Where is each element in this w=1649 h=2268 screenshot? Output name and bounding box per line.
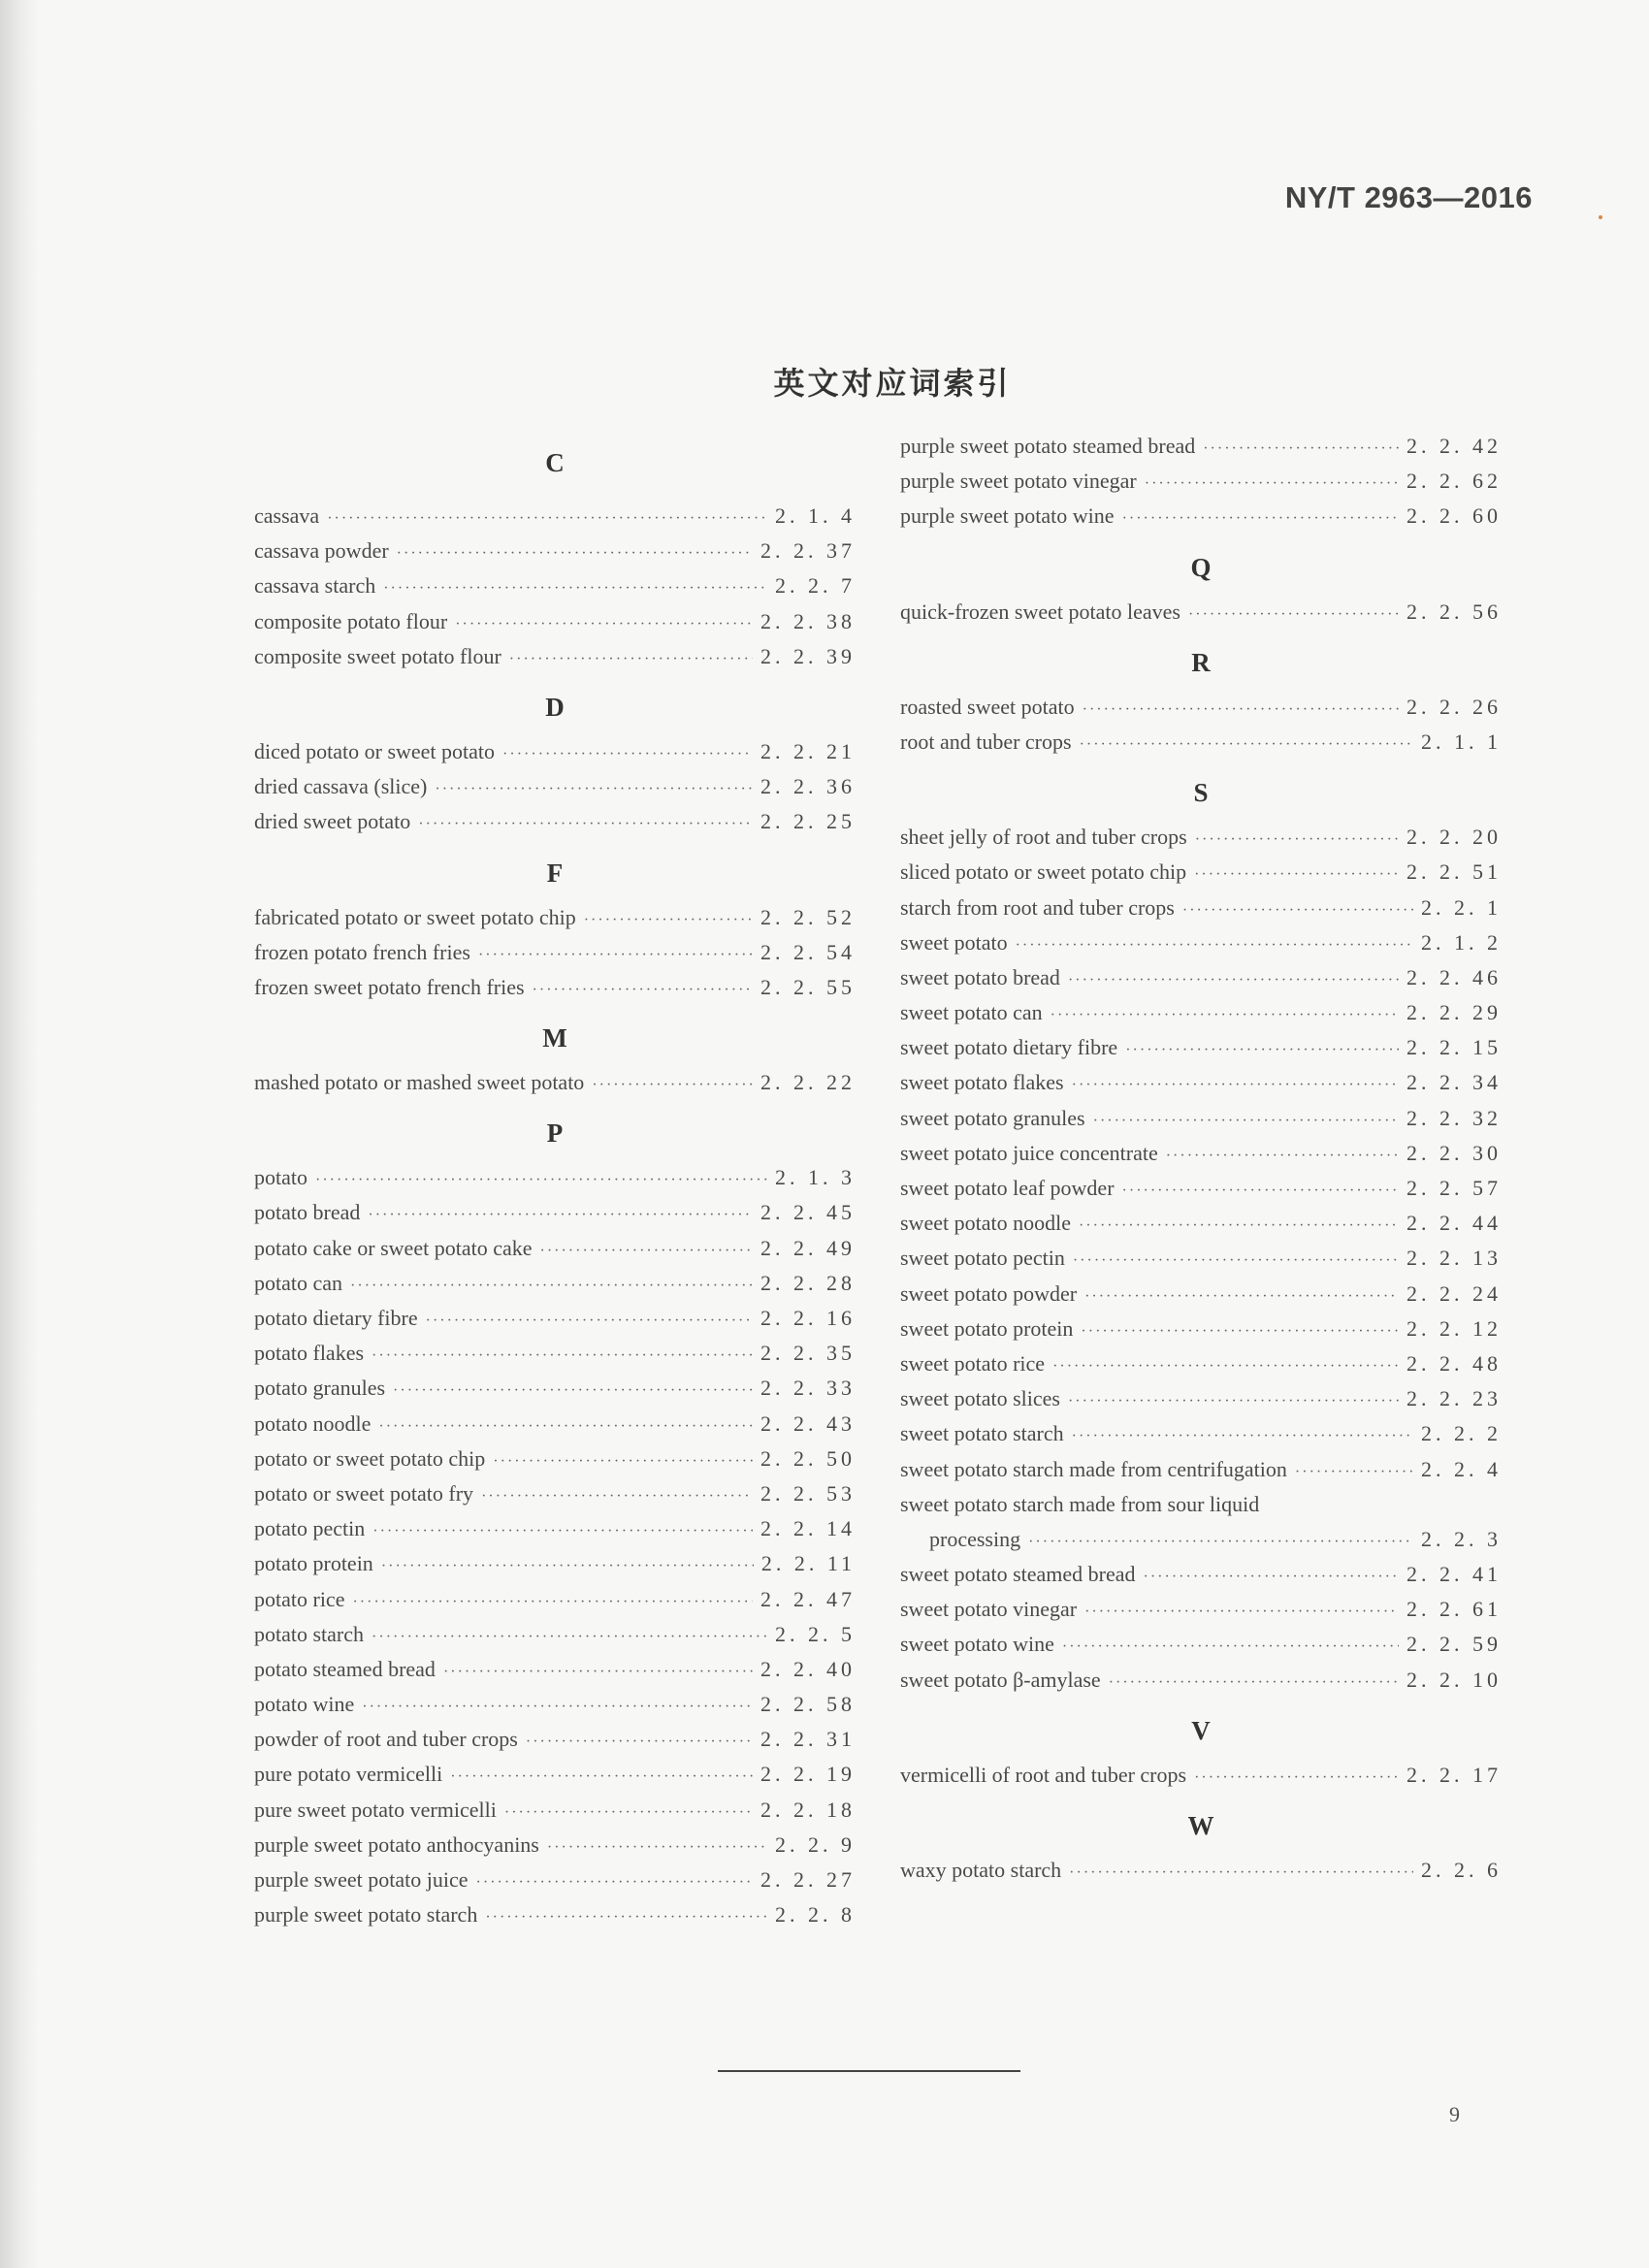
clause-ref: 2. 1. 4 xyxy=(775,503,856,528)
index-entry xyxy=(900,1557,1502,1592)
dot-leader xyxy=(1083,693,1399,728)
dot-leader xyxy=(397,536,753,571)
dot-leader xyxy=(502,737,753,772)
index-term: potato dietary fibre xyxy=(254,1306,418,1330)
index-entry xyxy=(254,1476,856,1511)
index-entry xyxy=(254,1897,856,1932)
dot-leader xyxy=(393,1374,753,1409)
clause-ref: 2. 2. 51 xyxy=(1406,859,1502,885)
index-term: dried cassava (slice) xyxy=(254,774,428,799)
clause-ref: 2. 2. 30 xyxy=(1406,1140,1502,1165)
dot-leader xyxy=(418,807,753,842)
clause-ref: 2. 2. 1 xyxy=(1421,894,1502,920)
clause-ref: 2. 2. 4 xyxy=(1421,1456,1502,1481)
clause-ref: 2. 2. 59 xyxy=(1406,1632,1502,1657)
clause-ref: 2. 2. 9 xyxy=(775,1831,856,1857)
index-term: sweet potato wine xyxy=(900,1632,1054,1657)
index-entry xyxy=(900,1241,1502,1276)
index-entry xyxy=(254,604,856,639)
clause-ref: 2. 1. 1 xyxy=(1421,729,1502,754)
index-term: potato noodle xyxy=(254,1410,372,1436)
index-term: pure potato vermicelli xyxy=(254,1762,443,1787)
index-entry xyxy=(900,1663,1502,1698)
index-entry xyxy=(900,995,1502,1030)
index-entry xyxy=(254,734,856,769)
index-entry xyxy=(254,1582,856,1617)
section-letter: Q xyxy=(1190,552,1212,582)
dot-leader xyxy=(1062,1630,1399,1665)
index-term: potato cake or sweet potato cake xyxy=(254,1235,533,1260)
dot-leader xyxy=(1016,928,1413,963)
index-entry xyxy=(900,1853,1502,1888)
section-letter: V xyxy=(1191,1715,1211,1745)
clause-ref: 2. 2. 16 xyxy=(760,1306,856,1330)
page-edge-shadow xyxy=(0,0,39,2268)
index-term: potato bread xyxy=(254,1200,361,1225)
dot-leader xyxy=(1166,1139,1399,1174)
section-letter: R xyxy=(1191,647,1211,677)
index-column-right xyxy=(900,429,1502,1888)
index-entry xyxy=(900,1452,1502,1487)
index-term: sweet potato pectin xyxy=(900,1246,1065,1271)
dot-leader xyxy=(547,1831,767,1865)
index-entry xyxy=(254,639,856,674)
clause-ref: 2. 2. 36 xyxy=(760,774,856,799)
index-term: powder of root and tuber crops xyxy=(254,1727,518,1752)
dot-leader xyxy=(1122,502,1399,536)
clause-ref: 2. 2. 7 xyxy=(775,573,856,599)
footer-rule xyxy=(718,2070,1020,2072)
index-term: fabricated potato or sweet potato chip xyxy=(254,904,576,929)
index-entry xyxy=(254,1407,856,1442)
dot-leader xyxy=(378,1409,753,1444)
index-entry xyxy=(900,1381,1502,1416)
index-term: sweet potato slices xyxy=(900,1386,1060,1411)
dot-leader xyxy=(1073,1244,1399,1279)
index-term: sweet potato flakes xyxy=(900,1070,1064,1095)
clause-ref: 2. 1. 3 xyxy=(775,1165,856,1190)
section-letter: M xyxy=(542,1023,567,1053)
dot-leader xyxy=(592,1068,753,1103)
dot-leader xyxy=(426,1304,753,1339)
standard-code: NY/T 2963—2016 xyxy=(1284,180,1533,214)
index-entry xyxy=(254,1336,856,1371)
clause-ref: 2. 2. 21 xyxy=(760,738,856,763)
clause-ref: 2. 2. 42 xyxy=(1406,434,1502,458)
index-term: sweet potato β-amylase xyxy=(900,1667,1101,1692)
dot-leader xyxy=(383,571,767,606)
index-entry xyxy=(254,1195,856,1230)
index-entry xyxy=(254,1301,856,1336)
index-term: cassava xyxy=(254,503,320,528)
dot-leader xyxy=(584,903,753,938)
clause-ref: 2. 2. 38 xyxy=(760,608,856,633)
index-entry xyxy=(254,1546,856,1581)
index-entry xyxy=(254,1757,856,1792)
dot-leader xyxy=(526,1725,753,1760)
clause-ref: 2. 2. 39 xyxy=(760,643,856,668)
index-term: purple sweet potato steamed bread xyxy=(900,434,1196,458)
index-entry xyxy=(900,891,1502,925)
dot-leader xyxy=(315,1163,767,1198)
clause-ref: 2. 2. 37 xyxy=(760,538,856,564)
dot-leader xyxy=(352,1585,753,1620)
clause-ref: 2. 2. 6 xyxy=(1421,1858,1502,1882)
clause-ref: 2. 2. 49 xyxy=(760,1235,856,1260)
index-entry xyxy=(254,970,856,1005)
clause-ref: 2. 2. 56 xyxy=(1406,599,1502,624)
dot-leader xyxy=(362,1690,753,1725)
index-entry xyxy=(900,1171,1502,1206)
clause-ref: 2. 2. 15 xyxy=(1406,1035,1502,1060)
index-entry xyxy=(254,1371,856,1406)
index-term: root and tuber crops xyxy=(900,729,1072,754)
index-term: composite potato flour xyxy=(254,608,448,633)
clause-ref: 2. 2. 2 xyxy=(1421,1421,1502,1446)
index-entry xyxy=(254,1722,856,1757)
dot-leader xyxy=(1079,1209,1399,1244)
dot-leader xyxy=(1028,1525,1413,1560)
clause-ref: 2. 2. 22 xyxy=(760,1070,856,1095)
clause-ref: 2. 2. 62 xyxy=(1406,469,1502,494)
index-entry xyxy=(900,1592,1502,1627)
index-entry xyxy=(900,1312,1502,1346)
clause-ref: 2. 2. 26 xyxy=(1406,694,1502,719)
index-term: sweet potato vinegar xyxy=(900,1597,1078,1622)
index-term: potato or sweet potato fry xyxy=(254,1480,474,1506)
dot-leader xyxy=(1188,598,1399,632)
clause-ref: 2. 2. 27 xyxy=(760,1867,856,1892)
clause-ref: 2. 2. 48 xyxy=(1406,1350,1502,1376)
dot-leader xyxy=(509,642,753,677)
dot-leader xyxy=(372,1514,753,1549)
dot-leader xyxy=(1084,1595,1399,1630)
index-term: sheet jelly of root and tuber crops xyxy=(900,825,1187,850)
clause-ref: 2. 2. 11 xyxy=(760,1551,856,1576)
dot-leader xyxy=(1080,728,1413,762)
clause-ref: 2. 2. 46 xyxy=(1406,964,1502,989)
dot-leader xyxy=(350,1269,753,1304)
dot-leader xyxy=(481,1479,753,1514)
dot-leader xyxy=(372,1620,767,1655)
dot-leader xyxy=(1069,1856,1413,1891)
clause-ref: 2. 2. 50 xyxy=(760,1445,856,1471)
clause-ref: 2. 2. 29 xyxy=(1406,1000,1502,1025)
index-term: pure sweet potato vermicelli xyxy=(254,1797,497,1822)
index-entry xyxy=(900,1627,1502,1662)
section-letter: P xyxy=(546,1118,564,1149)
index-entry xyxy=(900,1101,1502,1136)
section-letter: F xyxy=(546,858,564,888)
index-term: sweet potato protein xyxy=(900,1315,1074,1341)
index-entry xyxy=(900,429,1502,464)
index-entry xyxy=(900,1277,1502,1312)
clause-ref: 2. 2. 24 xyxy=(1406,1280,1502,1306)
clause-ref: 2. 2. 5 xyxy=(775,1621,856,1646)
index-term: cassava starch xyxy=(254,573,376,599)
index-term: sweet potato leaf powder xyxy=(900,1176,1115,1200)
clause-ref: 2. 2. 60 xyxy=(1406,503,1502,529)
index-term: quick-frozen sweet potato leaves xyxy=(900,599,1180,624)
clause-ref: 2. 2. 23 xyxy=(1406,1386,1502,1411)
dot-leader xyxy=(1182,893,1413,928)
section-letter: S xyxy=(1193,778,1209,808)
index-term: frozen sweet potato french fries xyxy=(254,974,525,999)
index-entry xyxy=(900,499,1502,534)
index-entry xyxy=(254,1687,856,1722)
clause-ref: 2. 2. 45 xyxy=(760,1200,856,1225)
index-entry xyxy=(254,935,856,970)
dot-leader xyxy=(1093,1104,1399,1139)
index-term: diced potato or sweet potato xyxy=(254,738,496,763)
index-entry xyxy=(900,1136,1502,1171)
clause-ref: 2. 2. 61 xyxy=(1406,1597,1502,1622)
index-entry xyxy=(254,1065,856,1100)
dot-leader xyxy=(504,1796,753,1831)
index-term: sweet potato bread xyxy=(900,964,1060,989)
index-term: potato pectin xyxy=(254,1516,366,1541)
dot-leader xyxy=(1195,823,1399,858)
dot-leader xyxy=(539,1234,753,1269)
clause-ref: 2. 2. 17 xyxy=(1406,1762,1502,1787)
dot-leader xyxy=(1072,1068,1399,1103)
index-entry xyxy=(900,1346,1502,1381)
index-term: waxy potato starch xyxy=(900,1858,1062,1882)
dot-leader xyxy=(478,938,753,973)
index-term: sweet potato starch xyxy=(900,1421,1064,1446)
clause-ref: 2. 2. 3 xyxy=(1421,1526,1502,1551)
clause-ref: 2. 2. 43 xyxy=(760,1410,856,1436)
dot-leader xyxy=(1145,467,1399,502)
index-term: purple sweet potato juice xyxy=(254,1867,469,1892)
section-letter: D xyxy=(545,692,565,722)
index-term: potato granules xyxy=(254,1376,386,1401)
index-entry xyxy=(254,1160,856,1195)
index-term: potato can xyxy=(254,1270,343,1295)
clause-ref: 2. 2. 32 xyxy=(1406,1105,1502,1130)
clause-ref: 2. 1. 2 xyxy=(1421,929,1502,955)
index-entry xyxy=(900,690,1502,725)
index-entry xyxy=(254,1828,856,1863)
index-entry xyxy=(900,1487,1502,1522)
clause-ref: 2. 2. 25 xyxy=(760,809,856,834)
index-entry xyxy=(254,1863,856,1897)
index-entry xyxy=(254,1793,856,1828)
dot-leader xyxy=(435,772,753,807)
index-entry xyxy=(254,1231,856,1266)
index-entry xyxy=(900,464,1502,499)
clause-ref: 2. 2. 14 xyxy=(760,1516,856,1541)
clause-ref: 2. 2. 44 xyxy=(1406,1211,1502,1236)
section-letter: W xyxy=(1187,1811,1214,1840)
index-term: sweet potato starch made from centrifugation xyxy=(900,1456,1287,1481)
scan-speck xyxy=(1599,215,1602,219)
index-entry xyxy=(900,1030,1502,1065)
dot-leader xyxy=(455,607,753,642)
index-term: cassava powder xyxy=(254,538,389,564)
index-entry xyxy=(900,855,1502,890)
index-term: processing xyxy=(929,1526,1021,1551)
index-term: sweet potato steamed bread xyxy=(900,1562,1136,1587)
dot-leader xyxy=(1052,1349,1399,1384)
index-term: sweet potato powder xyxy=(900,1280,1078,1306)
index-term: starch from root and tuber crops xyxy=(900,894,1175,920)
index-entry xyxy=(254,1266,856,1301)
index-entry xyxy=(900,725,1502,760)
dot-leader xyxy=(1194,1761,1399,1796)
dot-leader xyxy=(493,1444,753,1479)
dot-leader xyxy=(1068,963,1399,998)
dot-leader xyxy=(1295,1455,1413,1490)
clause-ref: 2. 2. 13 xyxy=(1406,1246,1502,1271)
index-term: vermicelli of root and tuber crops xyxy=(900,1762,1187,1787)
index-term: sweet potato noodle xyxy=(900,1211,1071,1236)
dot-leader xyxy=(1051,998,1399,1033)
clause-ref: 2. 2. 55 xyxy=(760,974,856,999)
dot-leader xyxy=(368,1198,753,1233)
index-entry xyxy=(900,1206,1502,1241)
index-entry xyxy=(254,499,856,534)
index-entry xyxy=(900,960,1502,995)
dot-leader xyxy=(533,973,753,1008)
index-title: 英文对应词索引 xyxy=(773,365,1012,402)
index-term: potato wine xyxy=(254,1692,355,1717)
index-entry xyxy=(254,769,856,804)
dot-leader xyxy=(1122,1174,1399,1209)
dot-leader xyxy=(476,1865,753,1900)
index-entry xyxy=(254,1511,856,1546)
index-term: potato rice xyxy=(254,1586,345,1611)
index-term: potato or sweet potato chip xyxy=(254,1445,486,1471)
dot-leader xyxy=(1125,1033,1399,1068)
index-entry xyxy=(900,1758,1502,1793)
index-term: sweet potato starch made from sour liquid xyxy=(900,1491,1260,1516)
dot-leader xyxy=(1194,858,1399,892)
index-entry xyxy=(254,1617,856,1652)
clause-ref: 2. 2. 31 xyxy=(760,1727,856,1752)
dot-leader xyxy=(1084,1280,1399,1314)
index-term: potato starch xyxy=(254,1621,365,1646)
clause-ref: 2. 2. 12 xyxy=(1406,1315,1502,1341)
dot-leader xyxy=(1072,1419,1413,1454)
index-term: sweet potato rice xyxy=(900,1350,1046,1376)
index-term: potato flakes xyxy=(254,1341,365,1366)
dot-leader xyxy=(1203,432,1399,467)
index-term: frozen potato french fries xyxy=(254,939,470,964)
dot-leader xyxy=(485,1900,767,1935)
index-term: sweet potato juice concentrate xyxy=(900,1140,1158,1165)
dot-leader xyxy=(372,1339,753,1374)
clause-ref: 2. 2. 18 xyxy=(760,1797,856,1822)
index-term: mashed potato or mashed sweet potato xyxy=(254,1070,585,1095)
index-entry xyxy=(254,1442,856,1476)
clause-ref: 2. 2. 47 xyxy=(760,1586,856,1611)
index-entry xyxy=(254,534,856,568)
index-column-left xyxy=(254,427,856,1932)
index-entry xyxy=(900,1065,1502,1100)
clause-ref: 2. 2. 34 xyxy=(1406,1070,1502,1095)
index-entry xyxy=(900,820,1502,855)
clause-ref: 2. 2. 33 xyxy=(760,1376,856,1401)
clause-ref: 2. 2. 8 xyxy=(775,1902,856,1928)
index-term: sweet potato xyxy=(900,929,1008,955)
index-term: sliced potato or sweet potato chip xyxy=(900,859,1187,885)
dot-leader xyxy=(1068,1384,1399,1419)
index-entry xyxy=(900,1416,1502,1451)
index-term: sweet potato granules xyxy=(900,1105,1085,1130)
index-term: dried sweet potato xyxy=(254,809,411,834)
index-entry xyxy=(900,1522,1502,1557)
clause-ref: 2. 2. 19 xyxy=(760,1762,856,1787)
index-term: potato protein xyxy=(254,1551,373,1576)
index-entry xyxy=(254,568,856,603)
dot-leader xyxy=(381,1549,754,1584)
index-entry xyxy=(254,900,856,935)
dot-leader xyxy=(1144,1560,1399,1595)
dot-leader xyxy=(1081,1314,1399,1349)
clause-ref: 2. 2. 35 xyxy=(760,1341,856,1366)
index-entry xyxy=(254,1652,856,1687)
clause-ref: 2. 2. 54 xyxy=(760,939,856,964)
dot-leader xyxy=(1109,1666,1399,1701)
index-term: purple sweet potato starch xyxy=(254,1902,478,1928)
section-letter: C xyxy=(545,448,565,477)
dot-leader xyxy=(450,1760,753,1795)
index-term: sweet potato can xyxy=(900,1000,1043,1025)
clause-ref: 2. 2. 40 xyxy=(760,1656,856,1681)
index-term: purple sweet potato vinegar xyxy=(900,469,1137,494)
index-term: purple sweet potato anthocyanins xyxy=(254,1831,539,1857)
index-entry xyxy=(900,595,1502,630)
clause-ref: 2. 2. 20 xyxy=(1406,825,1502,850)
index-term: sweet potato dietary fibre xyxy=(900,1035,1118,1060)
index-term: potato xyxy=(254,1165,307,1190)
clause-ref: 2. 2. 58 xyxy=(760,1692,856,1717)
clause-ref: 2. 2. 10 xyxy=(1406,1667,1502,1692)
clause-ref: 2. 2. 28 xyxy=(760,1270,856,1295)
clause-ref: 2. 2. 53 xyxy=(760,1480,856,1506)
index-entry xyxy=(254,804,856,839)
dot-leader xyxy=(327,502,767,536)
page-number: 9 xyxy=(1449,2102,1460,2126)
index-entry xyxy=(900,925,1502,960)
clause-ref: 2. 2. 52 xyxy=(760,904,856,929)
dot-leader xyxy=(443,1655,753,1690)
clause-ref: 2. 2. 57 xyxy=(1406,1176,1502,1200)
index-term: potato steamed bread xyxy=(254,1656,436,1681)
index-term: roasted sweet potato xyxy=(900,694,1075,719)
index-term: purple sweet potato wine xyxy=(900,503,1115,529)
clause-ref: 2. 2. 41 xyxy=(1406,1562,1502,1587)
index-term: composite sweet potato flour xyxy=(254,643,501,668)
